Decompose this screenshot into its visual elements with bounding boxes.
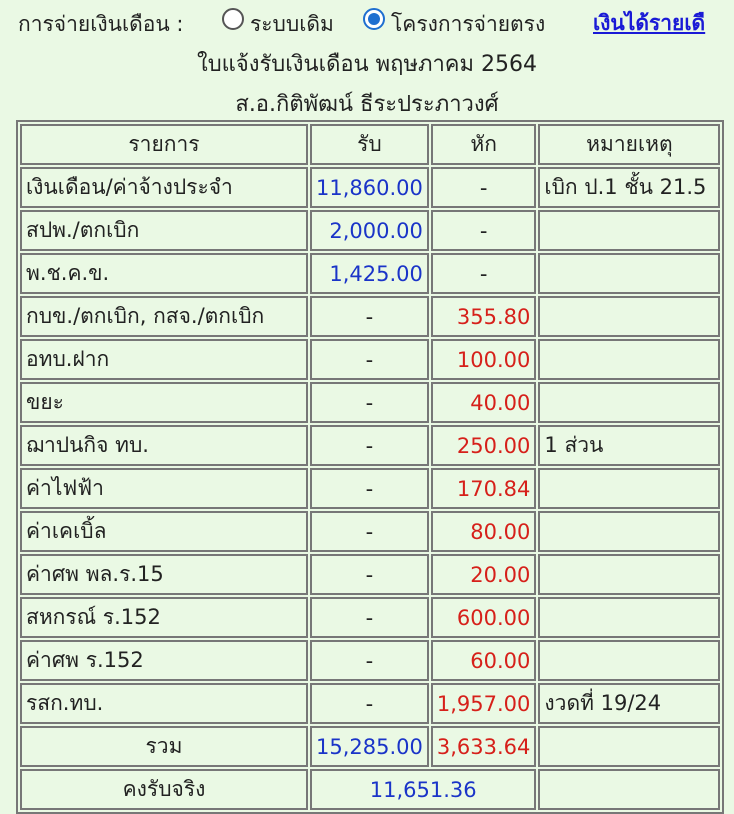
- direct-payment-label[interactable]: โครงการจ่ายตรง: [391, 12, 546, 36]
- row-deduct: 170.84: [431, 468, 537, 509]
- row-deduct: 20.00: [431, 554, 537, 595]
- row-note: [538, 382, 720, 423]
- row-income: -: [310, 296, 429, 337]
- row-item: เงินเดือน/ค่าจ้างประจำ: [20, 167, 308, 208]
- row-note: [538, 554, 720, 595]
- employee-name: ส.อ.กิติพัฒน์ ธีระประภาวงศ์: [235, 92, 499, 117]
- row-income: -: [310, 683, 429, 724]
- row-note: [538, 597, 720, 638]
- header-item: รายการ: [20, 124, 308, 165]
- row-income: -: [310, 382, 429, 423]
- row-item: ค่าศพ ร.152: [20, 640, 308, 681]
- row-item: ฌาปนกิจ ทบ.: [20, 425, 308, 466]
- row-note: [538, 339, 720, 380]
- net-note: [538, 769, 720, 810]
- row-note: [538, 468, 720, 509]
- row-note: [538, 210, 720, 251]
- total-note: [538, 726, 720, 767]
- row-item: ค่าไฟฟ้า: [20, 468, 308, 509]
- header-note: หมายเหตุ: [538, 124, 720, 165]
- total-row: [20, 726, 720, 767]
- row-item: รสก.ทบ.: [20, 683, 308, 724]
- monthly-income-link[interactable]: เงินได้รายเดื: [593, 11, 706, 35]
- row-item: อทบ.ฝาก: [20, 339, 308, 380]
- row-income: 2,000.00: [310, 210, 429, 251]
- total-deduct: 3,633.64: [431, 726, 537, 767]
- row-item: ค่าเคเบิ้ล: [20, 511, 308, 552]
- table-row: [20, 468, 720, 509]
- row-note: เบิก ป.1 ชั้น 21.5: [538, 167, 720, 208]
- total-label: รวม: [20, 726, 308, 767]
- row-deduct: 100.00: [431, 339, 537, 380]
- net-row: [20, 769, 720, 810]
- row-income: 11,860.00: [310, 167, 429, 208]
- net-value: 11,651.36: [310, 769, 536, 810]
- table-row: [20, 683, 720, 724]
- row-note: [538, 296, 720, 337]
- row-item: กบข./ตกเบิก, กสจ./ตกเบิก: [20, 296, 308, 337]
- row-deduct: 60.00: [431, 640, 537, 681]
- direct-payment-radio[interactable]: [363, 8, 385, 30]
- row-income: -: [310, 554, 429, 595]
- table-row: [20, 597, 720, 638]
- row-deduct: 80.00: [431, 511, 537, 552]
- row-income: -: [310, 425, 429, 466]
- table-row: [20, 511, 720, 552]
- old-system-radio[interactable]: [222, 8, 244, 30]
- row-item: ขยะ: [20, 382, 308, 423]
- row-income: -: [310, 468, 429, 509]
- header-deduct: หัก: [431, 124, 537, 165]
- row-deduct: 600.00: [431, 597, 537, 638]
- row-item: สปพ./ตกเบิก: [20, 210, 308, 251]
- table-header-row: [20, 124, 720, 165]
- table-row: [20, 253, 720, 294]
- row-note: [538, 253, 720, 294]
- row-income: -: [310, 597, 429, 638]
- row-deduct: 355.80: [431, 296, 537, 337]
- row-deduct: -: [431, 253, 537, 294]
- row-note: [538, 511, 720, 552]
- table-row: [20, 210, 720, 251]
- row-income: -: [310, 640, 429, 681]
- row-deduct: -: [431, 167, 537, 208]
- row-income: -: [310, 339, 429, 380]
- row-note: งวดที่ 19/24: [538, 683, 720, 724]
- row-item: สหกรณ์ ร.152: [20, 597, 308, 638]
- table-row: [20, 296, 720, 337]
- row-item: พ.ช.ค.ข.: [20, 253, 308, 294]
- row-income: 1,425.00: [310, 253, 429, 294]
- row-note: [538, 640, 720, 681]
- row-deduct: 40.00: [431, 382, 537, 423]
- table-row: [20, 382, 720, 423]
- table-row: [20, 339, 720, 380]
- table-row: [20, 640, 720, 681]
- net-label: คงรับจริง: [20, 769, 308, 810]
- page-title: ใบแจ้งรับเงินเดือน พฤษภาคม 2564: [196, 52, 538, 77]
- total-income: 15,285.00: [310, 726, 429, 767]
- row-deduct: 250.00: [431, 425, 537, 466]
- salary-table: [16, 120, 724, 814]
- row-deduct: 1,957.00: [431, 683, 537, 724]
- header-income: รับ: [310, 124, 429, 165]
- table-row: [20, 554, 720, 595]
- payment-method-label: การจ่ายเงินเดือน :: [18, 12, 184, 36]
- table-row: [20, 167, 720, 208]
- old-system-label[interactable]: ระบบเดิม: [250, 12, 334, 36]
- table-row: [20, 425, 720, 466]
- row-note: 1 ส่วน: [538, 425, 720, 466]
- payment-method-bar: [0, 0, 734, 44]
- row-deduct: -: [431, 210, 537, 251]
- row-item: ค่าศพ พล.ร.15: [20, 554, 308, 595]
- row-income: -: [310, 511, 429, 552]
